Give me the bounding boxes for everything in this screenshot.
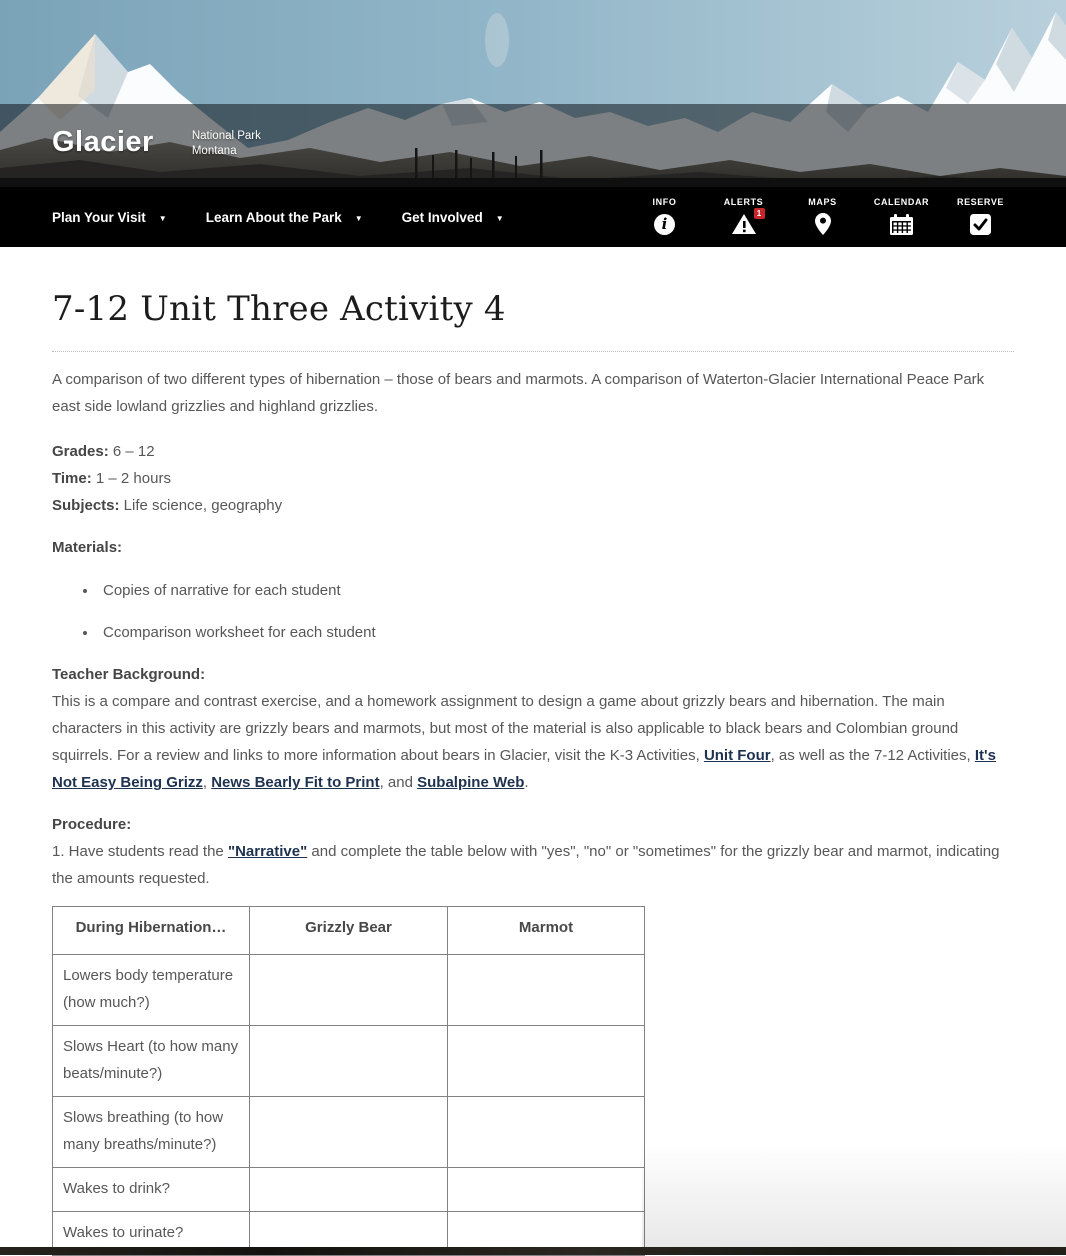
- table-empty-cell: [250, 1097, 448, 1168]
- table-row-label-cell: Wakes to drink?: [53, 1168, 250, 1212]
- table-empty-cell: [448, 1097, 645, 1168]
- table-row: [53, 1168, 645, 1212]
- tool-label: ALERTS: [723, 197, 764, 207]
- tool-label: RESERVE: [956, 197, 1005, 207]
- nav-item-plan-your-visit[interactable]: [52, 210, 167, 225]
- table-header-cell: Marmot: [448, 907, 645, 955]
- tool-reserve[interactable]: [941, 197, 1020, 247]
- nav-links: [0, 187, 543, 247]
- procedure-step: 1. Have students read the "Narrative" and complete the table below with "yes", "no" or "sometimes" for the grizzly bear and marmot, indicating the amounts requested.: [52, 843, 1000, 887]
- inline-link[interactable]: It's Not Easy Being Grizz: [52, 747, 996, 791]
- table-row-label-cell: Wakes to urinate?: [53, 1212, 250, 1256]
- park-logo[interactable]: [52, 128, 261, 159]
- footer-image-edge: [0, 1247, 1066, 1255]
- nav-item-learn-about-the-park[interactable]: [206, 210, 363, 225]
- meta-grades: [52, 438, 1014, 465]
- table-empty-cell: [448, 955, 645, 1026]
- meta-time: [52, 465, 1014, 492]
- table-row: [53, 1097, 645, 1168]
- teacher-background-heading: Teacher Background:: [52, 666, 206, 683]
- reserve-check-icon: [970, 212, 991, 236]
- table-empty-cell: [250, 1168, 448, 1212]
- meta-value: Life science, geography: [119, 497, 283, 514]
- meta-label: Grades:: [52, 443, 109, 460]
- chevron-down-icon: ▼: [495, 213, 504, 223]
- table-empty-cell: [448, 1026, 645, 1097]
- list-item: • Ccomparison worksheet for each student: [98, 619, 1014, 646]
- nav-item-label: Learn About the Park: [205, 209, 342, 225]
- table-row: [53, 955, 645, 1026]
- tool-calendar[interactable]: [862, 197, 941, 247]
- tool-info[interactable]: [625, 197, 704, 247]
- table-row-label-cell: Lowers body temperature (how much?): [53, 955, 250, 1026]
- table-empty-cell: [250, 1026, 448, 1097]
- page-title: 7-12 Unit Three Activity 4: [52, 289, 506, 329]
- alert-count-badge: 1: [754, 208, 765, 219]
- calendar-icon: [890, 212, 913, 236]
- list-item: • Copies of narrative for each student: [98, 577, 1014, 604]
- meta-value: 1 – 2 hours: [91, 470, 171, 487]
- nav-item-label: Plan Your Visit: [52, 209, 146, 225]
- inline-link[interactable]: Unit Four: [703, 747, 771, 764]
- meta-subjects: [52, 492, 1014, 519]
- hero-banner: [0, 0, 1066, 187]
- table-header-cell: Grizzly Bear: [250, 907, 448, 955]
- tool-maps[interactable]: [783, 197, 862, 247]
- nav-tools: [625, 187, 1066, 247]
- materials-heading: Materials:: [52, 539, 123, 556]
- title-divider: [52, 351, 1014, 352]
- map-pin-icon: [815, 212, 831, 236]
- nav-item-label: Get Involved: [401, 209, 483, 225]
- tool-label: MAPS: [808, 197, 837, 207]
- table-row-label-cell: Slows breathing (to how many breaths/minute?): [53, 1097, 250, 1168]
- nav-item-get-involved[interactable]: [402, 210, 504, 225]
- intro-paragraph: A comparison of two different types of hibernation – those of bears and marmots. A comparison of Waterton-Glacier International Peace Park east side lowland grizzlies and highland grizzlies.: [52, 371, 985, 415]
- tool-label: CALENDAR: [873, 197, 930, 207]
- meta-label: Subjects:: [52, 497, 120, 514]
- article-content: [0, 289, 1066, 1256]
- hibernation-table: [52, 906, 645, 1256]
- park-subtitle: [192, 128, 261, 159]
- inline-link[interactable]: News Bearly Fit to Print: [211, 774, 380, 791]
- table-empty-cell: [250, 955, 448, 1026]
- park-state: Montana: [191, 145, 237, 157]
- meta-label: Time:: [52, 470, 92, 487]
- chevron-down-icon: ▼: [354, 213, 363, 223]
- info-icon: i: [654, 212, 675, 236]
- inline-link[interactable]: Subalpine Web: [417, 774, 525, 791]
- table-row-label-cell: Slows Heart (to how many beats/minute?): [53, 1026, 250, 1097]
- inline-link[interactable]: "Narrative": [227, 843, 308, 860]
- tool-label: INFO: [652, 197, 677, 207]
- materials-list: [52, 577, 1014, 646]
- tool-alerts[interactable]: [704, 197, 783, 247]
- park-designation: National Park: [191, 130, 261, 142]
- primary-navigation: [0, 187, 1066, 247]
- table-empty-cell: [448, 1168, 645, 1212]
- park-name: Glacier: [52, 126, 154, 158]
- table-row: [53, 1026, 645, 1097]
- meta-value: 6 – 12: [108, 443, 155, 460]
- chevron-down-icon: ▼: [158, 213, 167, 223]
- teacher-background-paragraph: This is a compare and contrast exercise, and a homework assignment to design a game about grizzly bears and hibernation. The main characters in this activity are grizzly bears and marmots, but most of the material is also applicable to black bears and Colombian ground squirrels. For a review and links to more information about bears in Glacier, visit the K-3 Activities, Unit Four, as well as the 7-12 Activities, It's Not Easy Being Grizz, News Bearly Fit to Print, and Subalpine Web.: [52, 693, 996, 791]
- procedure-heading: Procedure:: [52, 816, 132, 833]
- activity-meta: [52, 438, 1014, 519]
- table-header-cell: During Hibernation…: [53, 907, 250, 955]
- table-header-row: [53, 907, 645, 955]
- alert-triangle-icon: [731, 208, 762, 236]
